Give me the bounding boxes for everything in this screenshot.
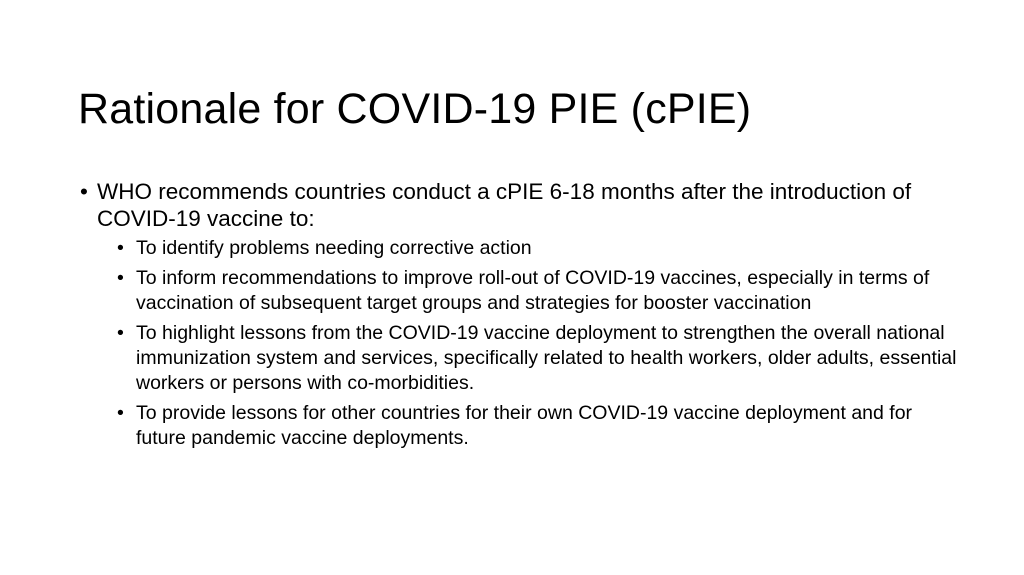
slide-body: [78, 178, 958, 456]
sub-bullet-point: [116, 236, 958, 261]
sub-bullet-text: To identify problems needing corrective action: [136, 237, 532, 259]
bullet-icon: •: [117, 322, 124, 344]
slide-title: Rationale for COVID-19 PIE (cPIE): [78, 85, 752, 133]
bullet-icon: •: [80, 179, 88, 204]
sub-bullet-text: To provide lessons for other countries for their own COVID-19 vaccine deployment and for future pandemic vaccine deployments.: [136, 402, 913, 449]
bullet-icon: •: [117, 267, 124, 289]
bullet-icon: •: [117, 402, 124, 424]
sub-bullet-point: [116, 401, 958, 451]
bullet-icon: •: [117, 237, 124, 259]
sub-bullet-text: To highlight lessons from the COVID-19 vaccine deployment to strengthen the overall national immunization system and services, specifically related to health workers, older adults, essential workers or persons with co-morbidities.: [136, 322, 957, 394]
sub-bullet-text: To inform recommendations to improve roll-out of COVID-19 vaccines, especially in terms of vaccination of subsequent target groups and strategies for booster vaccination: [136, 267, 930, 314]
bullet-text: WHO recommends countries conduct a cPIE 6-18 months after the introduction of COVID-19 vaccine to:: [97, 179, 912, 231]
bullet-point: [78, 178, 958, 232]
sub-bullet-point: [116, 266, 958, 316]
sub-bullet-list: [78, 236, 958, 451]
sub-bullet-point: [116, 321, 958, 396]
